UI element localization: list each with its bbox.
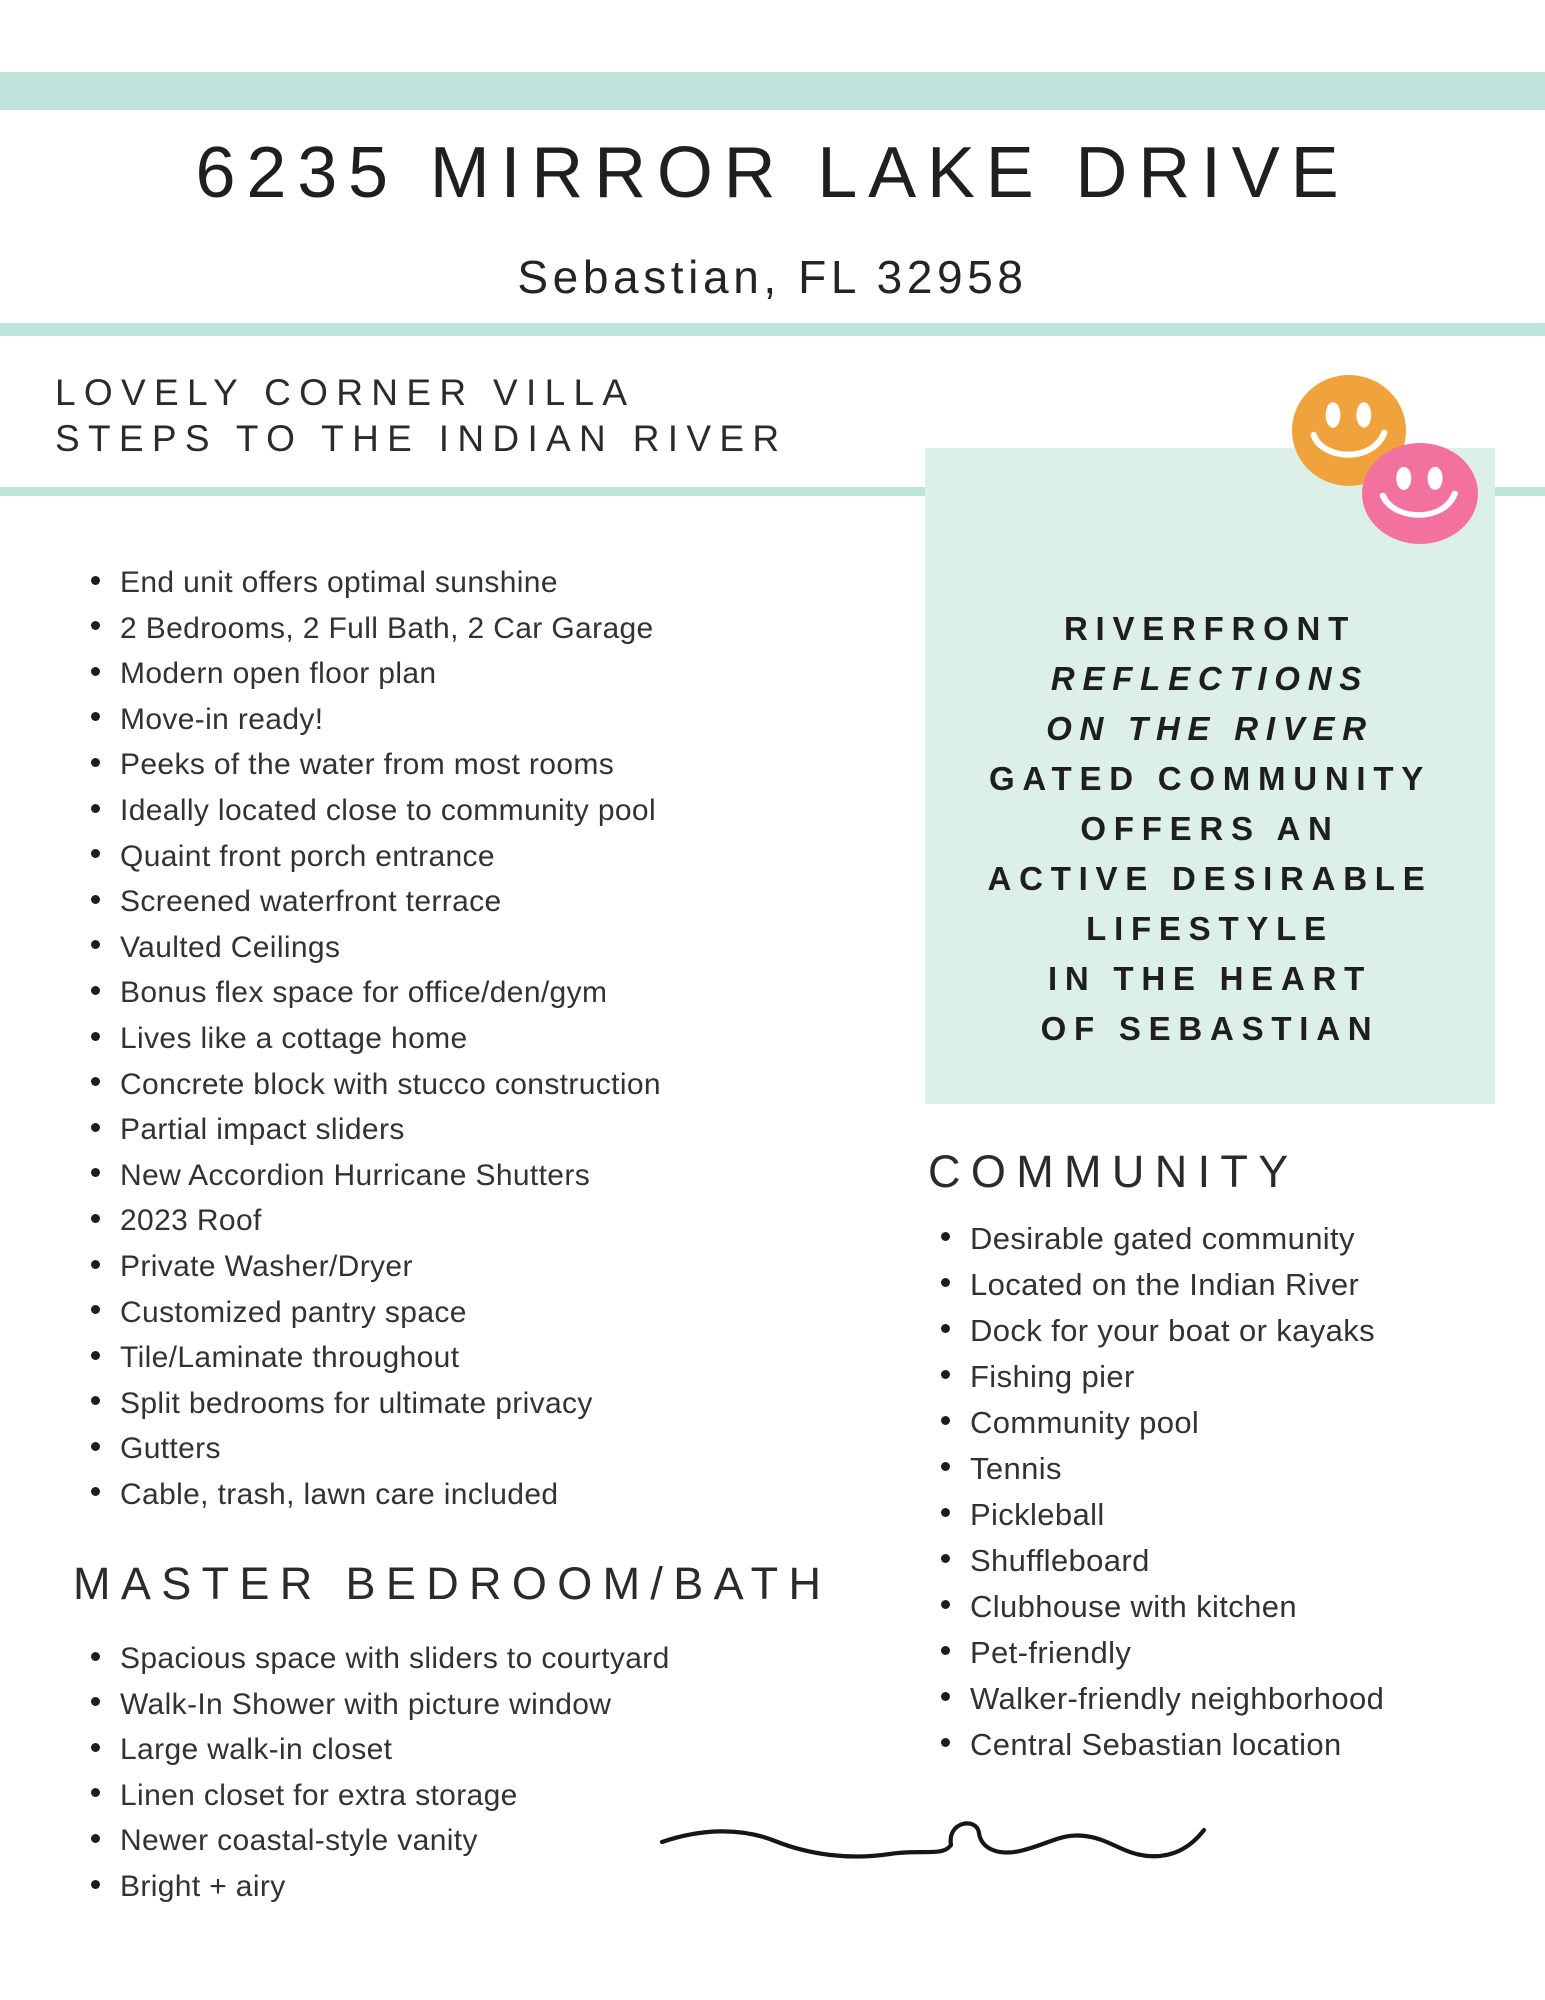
- list-item: Central Sebastian location: [970, 1722, 1384, 1768]
- highlight-line: LIFESTYLE: [1086, 910, 1334, 947]
- list-item: Walk-In Shower with picture window: [120, 1682, 670, 1728]
- list-item: Customized pantry space: [120, 1290, 661, 1336]
- list-item: Bonus flex space for office/den/gym: [120, 970, 661, 1016]
- community-heading: COMMUNITY: [928, 1146, 1299, 1197]
- list-item: New Accordion Hurricane Shutters: [120, 1153, 661, 1199]
- list-item: Peeks of the water from most rooms: [120, 742, 661, 788]
- list-item: Private Washer/Dryer: [120, 1244, 661, 1290]
- list-item: Modern open floor plan: [120, 651, 661, 697]
- list-item: Split bedrooms for ultimate privacy: [120, 1381, 661, 1427]
- top-accent-bar: [0, 72, 1545, 110]
- list-item: Pickleball: [970, 1492, 1384, 1538]
- highlight-box: [925, 448, 1495, 1104]
- list-item: Located on the Indian River: [970, 1262, 1384, 1308]
- highlight-line: RIVERFRONT: [1063, 610, 1357, 647]
- list-item: Concrete block with stucco construction: [120, 1062, 661, 1108]
- list-item: Partial impact sliders: [120, 1107, 661, 1153]
- page-title: 6235 MIRROR LAKE DRIVE: [195, 133, 1350, 213]
- highlight-line: ON THE RIVER: [1046, 710, 1374, 747]
- highlight-line: ACTIVE DESIRABLE: [987, 860, 1433, 897]
- master-list: [120, 1636, 670, 1910]
- master-heading: MASTER BEDROOM/BATH: [73, 1558, 832, 1609]
- list-item: Gutters: [120, 1426, 661, 1472]
- list-item: Lives like a cottage home: [120, 1016, 661, 1062]
- list-item: Tennis: [970, 1446, 1384, 1492]
- list-item: Large walk-in closet: [120, 1727, 670, 1773]
- list-item: Desirable gated community: [970, 1216, 1384, 1262]
- list-item: Newer coastal-style vanity: [120, 1818, 670, 1864]
- list-item: Walker-friendly neighborhood: [970, 1676, 1384, 1722]
- list-item: Shuffleboard: [970, 1538, 1384, 1584]
- list-item: Pet-friendly: [970, 1630, 1384, 1676]
- tagline: [55, 370, 787, 462]
- features-list: [120, 560, 661, 1517]
- list-item: Move-in ready!: [120, 697, 661, 743]
- tagline-line-2: STEPS TO THE INDIAN RIVER: [55, 418, 788, 459]
- list-item: Clubhouse with kitchen: [970, 1584, 1384, 1630]
- list-item: Tile/Laminate throughout: [120, 1335, 661, 1381]
- page-subtitle: Sebastian, FL 32958: [517, 251, 1028, 303]
- list-item: 2023 Roof: [120, 1198, 661, 1244]
- list-item: Quaint front porch entrance: [120, 834, 661, 880]
- list-item: Fishing pier: [970, 1354, 1384, 1400]
- list-item: Vaulted Ceilings: [120, 925, 661, 971]
- highlight-line: OF SEBASTIAN: [1040, 1010, 1380, 1047]
- community-list: [970, 1216, 1384, 1768]
- highlight-line: GATED COMMUNITY: [988, 760, 1432, 797]
- highlight-line: REFLECTIONS: [1050, 660, 1370, 697]
- list-item: Linen closet for extra storage: [120, 1773, 670, 1819]
- list-item: Screened waterfront terrace: [120, 879, 661, 925]
- highlight-text: [925, 604, 1495, 1054]
- highlight-line: OFFERS AN: [1080, 810, 1340, 847]
- highlight-line: IN THE HEART: [1047, 960, 1373, 997]
- list-item: Community pool: [970, 1400, 1384, 1446]
- list-item: Spacious space with sliders to courtyard: [120, 1636, 670, 1682]
- list-item: Cable, trash, lawn care included: [120, 1472, 661, 1518]
- accent-divider-top: [0, 323, 1545, 336]
- list-item: Ideally located close to community pool: [120, 788, 661, 834]
- list-item: Dock for your boat or kayaks: [970, 1308, 1384, 1354]
- list-item: End unit offers optimal sunshine: [120, 560, 661, 606]
- list-item: Bright + airy: [120, 1864, 670, 1910]
- tagline-line-1: LOVELY CORNER VILLA: [55, 372, 636, 413]
- list-item: 2 Bedrooms, 2 Full Bath, 2 Car Garage: [120, 606, 661, 652]
- squiggle-divider: [655, 1812, 1215, 1874]
- smiley-icon-pink: [1362, 443, 1478, 544]
